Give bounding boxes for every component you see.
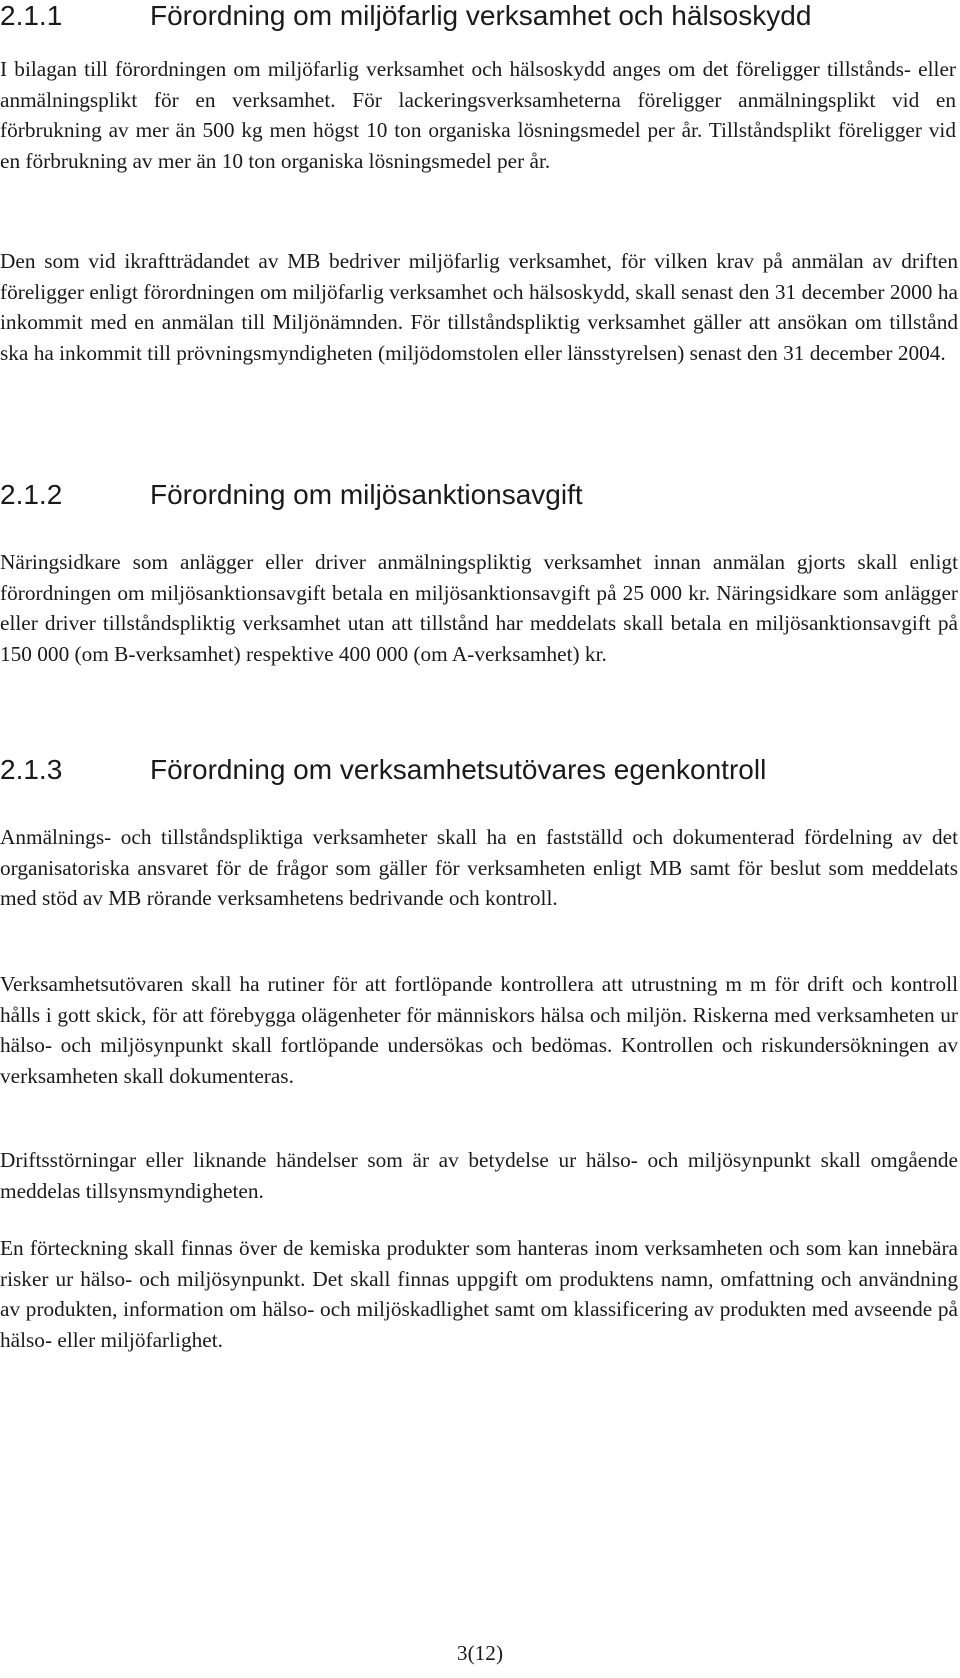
section-title: Förordning om miljöfarlig verksamhet och hälsoskydd <box>150 0 812 31</box>
paragraph: Driftsstörningar eller liknande händelser som är av betydelse ur hälso- och miljösynpunkt skall omgående meddelas tillsynsmyndigheten. <box>0 1148 958 1203</box>
paragraph: I bilagan till förordningen om miljöfarlig verksamhet och hälsoskydd anges om det föreligger tillstånds- eller anmälningsplikt för en verksamhet. För lackeringsverksamheterna föreligger anmälningsplikt vid en förbrukning av mer än 500 kg men högst 10 ton organiska lösningsmedel per år. Tillståndsplikt föreligger vid en förbrukning av mer än 10 ton organiska lösningsmedel per år. <box>0 57 956 173</box>
section-title: Förordning om verksamhetsutövares egenkontroll <box>150 754 767 785</box>
paragraph: Verksamhetsutövaren skall ha rutiner för att fortlöpande kontrollera att utrustning m m för drift och kontroll hålls i gott skick, för att förebygga olägenheter för människors hälsa och miljön. Riskerna med verksamheten ur hälso- och miljösynpunkt skall fortlöpande undersökas och bedömas. Kontrollen och riskundersökningen av verksamheten skall dokumenteras. <box>0 972 958 1088</box>
section-title: Förordning om miljösanktionsavgift <box>150 479 583 510</box>
section-heading-2-1-2 <box>0 479 960 511</box>
section-number: 2.1.2 <box>0 479 63 510</box>
section-number: 2.1.3 <box>0 754 63 785</box>
paragraph: Den som vid ikraftträdandet av MB bedriver miljöfarlig verksamhet, för vilken krav på anmälan av driften föreligger enligt förordningen om miljöfarlig verksamhet och hälsoskydd, skall senast den 31 december 2000 ha inkommit med en anmälan till Miljönämnden. För tillståndspliktig verksamhet gäller att ansökan om tillstånd ska ha inkommit till prövningsmyndigheten (miljödomstolen eller länsstyrelsen) senast den 31 december 2004. <box>0 249 958 365</box>
section-heading-2-1-3 <box>0 754 960 786</box>
section-number: 2.1.1 <box>0 0 63 31</box>
paragraph: Anmälnings- och tillståndspliktiga verksamheter skall ha en fastställd och dokumenterad fördelning av det organisatoriska ansvaret för de frågor som gäller för verksamheten enligt MB samt för beslut som meddelats med stöd av MB rörande verksamhetens bedrivande och kontroll. <box>0 825 958 910</box>
page-number: 3(12) <box>456 1641 504 1665</box>
section-heading-2-1-1 <box>0 0 960 32</box>
paragraph: En förteckning skall finnas över de kemiska produkter som hanteras inom verksamheten och som kan innebära risker ur hälso- och miljösynpunkt. Det skall finnas uppgift om produktens namn, omfattning och användning av produkten, information om hälso- och miljöskadlighet samt om klassificering av produkten med avseende på hälso- eller miljöfarlighet. <box>0 1236 958 1352</box>
paragraph: Näringsidkare som anlägger eller driver anmälningspliktig verksamhet innan anmälan gjorts skall enligt förordningen om miljösanktionsavgift betala en miljösanktionsavgift på 25 000 kr. Näringsidkare som anlägger eller driver tillståndspliktig verksamhet utan att tillstånd har meddelats skall betala en miljösanktionsavgift på 150 000 (om B-verksamhet) respektive 400 000 (om A-verksamhet) kr. <box>0 550 958 666</box>
